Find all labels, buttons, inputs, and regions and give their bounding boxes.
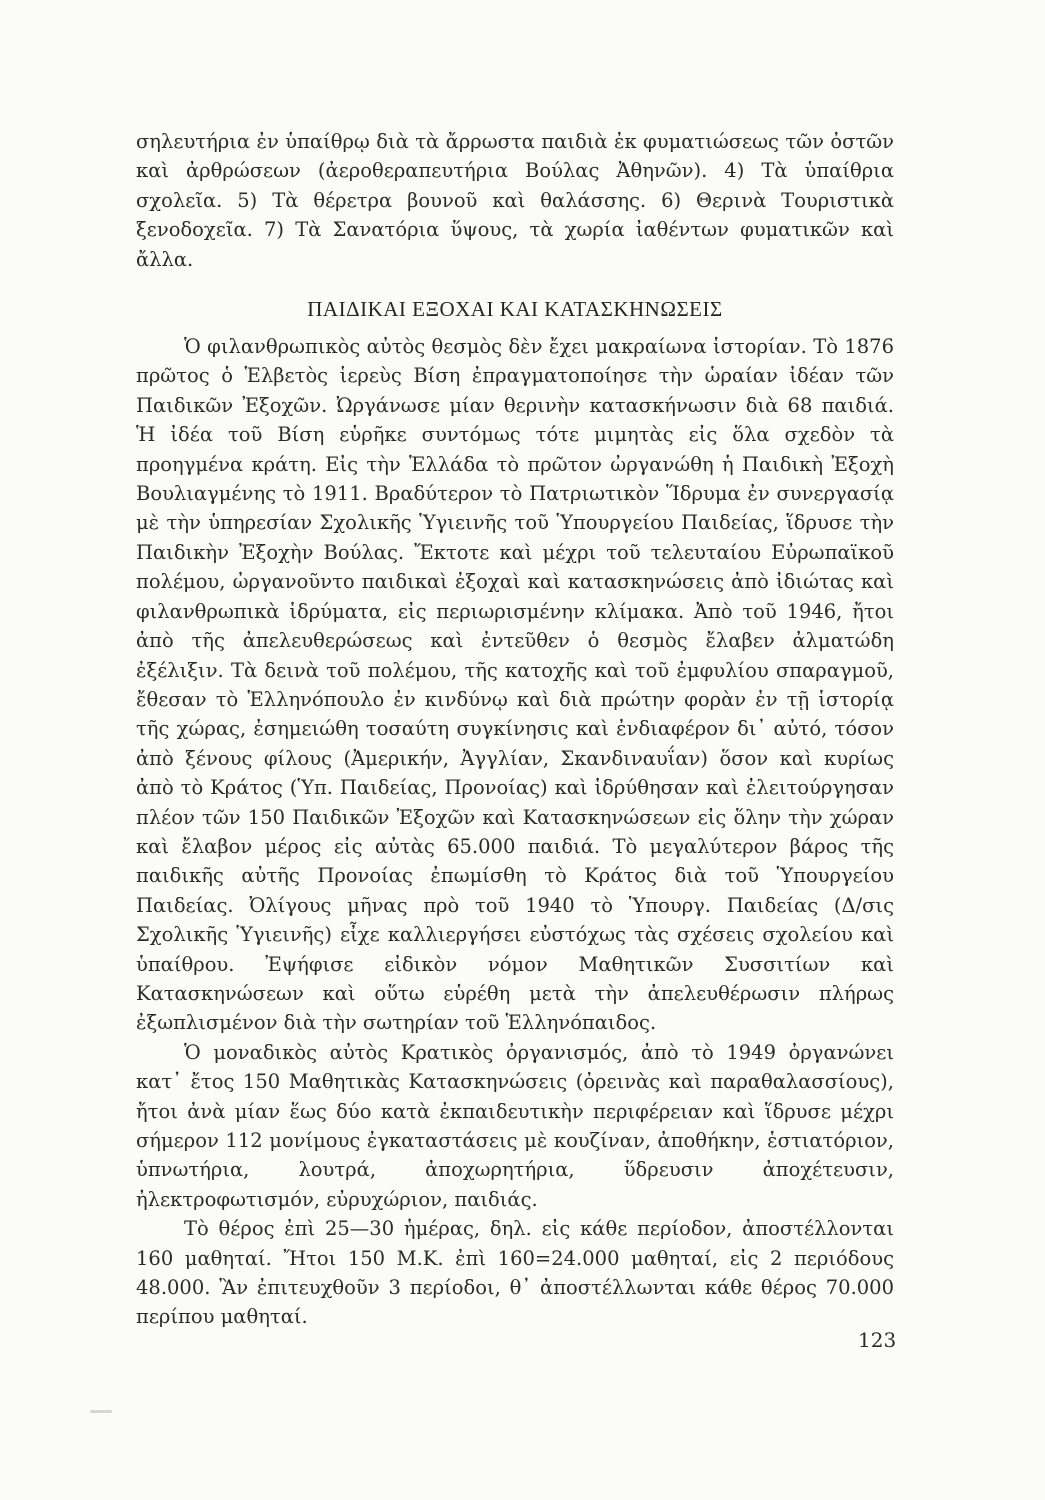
page-number: 123 (858, 1328, 897, 1352)
section-heading: ΠΑΙΔΙΚΑΙ ΕΞΟΧΑΙ ΚΑΙ ΚΑΤΑΣΚΗΝΩΣΕΙΣ (307, 297, 723, 322)
opening-paragraph: σηλευτήρια ἐν ὑπαίθρῳ διὰ τὰ ἄρρωστα παιδιὰ ἐκ φυματιώσεως τῶν ὀστῶν καὶ ἀρθρώσεων (ἀεροθεραπευτήρια Βούλας Ἀθηνῶν). 4) Τὰ ὑπαίθρια σχολεῖα. 5) Τὰ θέρετρα βουνοῦ καὶ θαλάσσης. 6) Θερινὰ Τουριστικὰ ξενοδοχεῖα. 7) Τὰ Σανατόρια ὕψους, τὰ χωρία ἰαθέντων φυματικῶν καὶ ἄλλα. (136, 130, 894, 271)
paragraph-statistics: Τὸ θέρος ἐπὶ 25—30 ἡμέρας, δηλ. εἰς κάθε περίοδον, ἀποστέλλονται 160 μαθηταί. Ἤτοι 150 Μ.Κ. ἐπὶ 160=24.000 μαθηταί, εἰς 2 περιόδους 48.000. Ἂν ἐπιτευχθοῦν 3 περίοδοι, θ᾿ ἀποστέλλωνται κάθε θέρος 70.000 περίπου μαθηταί. (136, 1217, 894, 1329)
paragraph-organization: Ὁ μοναδικὸς αὐτὸς Κρατικὸς ὀργανισμός, ἀπὸ τὸ 1949 ὀργανώνει κατ᾿ ἔτος 150 Μαθητικὰς Κατασκηνώσεις (ὀρεινὰς καὶ παραθαλασσίους), ἤτοι ἀνὰ μίαν ἕως δύο κατὰ ἐκπαιδευτικὴν περιφέρειαν καὶ ἵδρυσε μέχρι σήμερον 112 μονίμους ἐγκαταστάσεις μὲ κουζίναν, ἀποθήκην, ἑστιατόριον, ὑπνωτήρια, λουτρά, ἀποχωρητήρια, ὕδρευσιν ἀποχέτευσιν, ἠλεκτροφωτισμόν, εὐρυχώριον, παιδιάς. (136, 1040, 894, 1211)
page-body (136, 127, 894, 1332)
paragraph-history: Ὁ φιλανθρωπικὸς αὐτὸς θεσμὸς δὲν ἔχει μακραίωνα ἱστορίαν. Τὸ 1876 πρῶτος ὁ Ἑλβετὸς ἱερεὺς Βίση ἐπραγματοποίησε τὴν ὡραίαν ἰδέαν τῶν Παιδικῶν Ἐξοχῶν. Ὠργάνωσε μίαν θερινὴν κατασκήνωσιν διὰ 68 παιδιά. Ἡ ἰδέα τοῦ Βίση εὑρῆκε συντόμως τότε μιμητὰς εἰς ὅλα σχεδὸν τὰ προηγμένα κράτη. Εἰς τὴν Ἑλλάδα τὸ πρῶτον ὠργανώθη ἡ Παιδικὴ Ἐξοχὴ Βουλιαγμένης τὸ 1911. Βραδύτερον τὸ Πατριωτικὸν Ἵδρυμα ἐν συνεργασίᾳ μὲ τὴν ὑπηρεσίαν Σχολικῆς Ὑγιεινῆς τοῦ Ὑπουργείου Παιδείας, ἵδρυσε τὴν Παιδικὴν Ἐξοχὴν Βούλας. Ἔκτοτε καὶ μέχρι τοῦ τελευταίου Εὐρωπαϊκοῦ πολέμου, ὠργανοῦντο παιδικαὶ ἐξοχαὶ καὶ κατασκηνώσεις ἀπὸ ἰδιώτας καὶ φιλανθρωπικὰ ἱδρύματα, εἰς περιωρισμένην κλίμακα. Ἀπὸ τοῦ 1946, ἤτοι ἀπὸ τῆς ἀπελευθερώσεως καὶ ἐντεῦθεν ὁ θεσμὸς ἔλαβεν ἀλματώδη ἐξέλιξιν. Τὰ δεινὰ τοῦ πολέμου, τῆς κατοχῆς καὶ τοῦ ἐμφυλίου σπαραγμοῦ, ἔθεσαν τὸ Ἑλληνόπουλο ἐν κινδύνῳ καὶ διὰ πρώτην φορὰν ἐν τῇ ἱστορίᾳ τῆς χώρας, ἐσημειώθη τοσαύτη συγκίνησις καὶ ἐνδιαφέρον δι᾿ αὐτό, τόσον ἀπὸ ξένους φίλους (Ἀμερικήν, Ἀγγλίαν, Σκανδιναυΐαν) ὅσον καὶ κυρίως ἀπὸ τὸ Κράτος (Ὑπ. Παιδείας, Προνοίας) καὶ ἱδρύθησαν καὶ ἐλειτούργησαν πλέον τῶν 150 Παιδικῶν Ἐξοχῶν καὶ Κατασκηνώσεων εἰς ὅλην τὴν χώραν καὶ ἔλαβον μέρος εἰς αὐτὰς 65.000 παιδιά. Τὸ μεγαλύτερον βάρος τῆς παιδικῆς αὐτῆς Προνοίας ἐπωμίσθη τὸ Κράτος διὰ τοῦ Ὑπουργείου Παιδείας. Ὀλίγους μῆνας πρὸ τοῦ 1940 τὸ Ὑπουργ. Παιδείας (Δ/σις Σχολικῆς Ὑγιεινῆς) εἶχε καλλιεργήσει εὐστόχως τὰς σχέσεις σχολείου καὶ ὑπαίθρου. Ἐψήφισε εἰδικὸν νόμον Μαθητικῶν Συσσιτίων καὶ Κατασκηνώσεων καὶ οὕτω εὑρέθη μετὰ τὴν ἀπελευθέρωσιν πλήρως ἐξωπλισμένον διὰ τὴν σωτηρίαν τοῦ Ἑλληνόπαιδος. (136, 335, 894, 1035)
scan-mark (90, 1410, 112, 1413)
